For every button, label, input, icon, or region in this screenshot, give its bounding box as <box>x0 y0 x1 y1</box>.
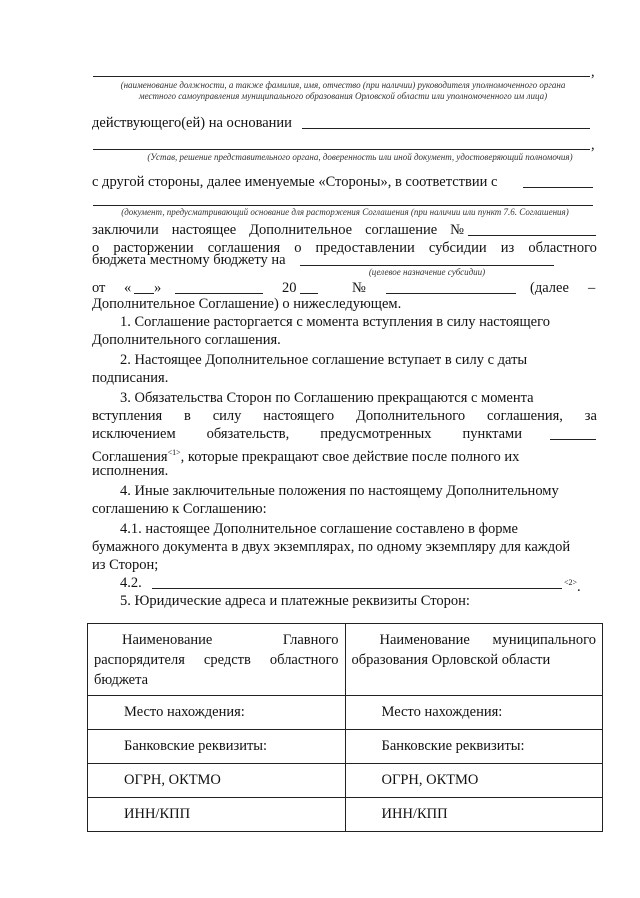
concluded-line: заключили настоящее Дополнительное соглашение № <box>92 222 464 238</box>
blank-line-basis-2 <box>93 149 590 150</box>
item-1-line-b: Дополнительного соглашения. <box>92 332 281 348</box>
item-4-line-a: 4. Иные заключительные положения по настоящему Дополнительному <box>120 483 559 499</box>
table-row <box>88 730 603 764</box>
table-cell: ИНН/КПП <box>345 798 603 832</box>
table-row <box>88 696 603 730</box>
quote-open: « <box>124 280 132 296</box>
item-4-2-label: 4.2. <box>120 575 142 591</box>
item-3-line-c: исключением обязательств, предусмотренных пунктами <box>92 426 522 442</box>
about-termination-line: о расторжении соглашения о предоставлении субсидии из областного <box>92 240 597 256</box>
table-cell-left-header: Наименование Главного распорядителя средств областного бюджета <box>88 624 346 696</box>
blank-line-4-2 <box>152 588 562 589</box>
table-row <box>88 624 603 696</box>
item-4-1-line-b: бумажного документа в двух экземплярах, по одному экземпляру для каждой <box>92 539 571 555</box>
blank-line-grounds-2 <box>93 205 593 206</box>
further-label: (далее <box>530 280 569 296</box>
blank-line-clauses <box>550 439 596 440</box>
blank-line-official <box>93 76 590 77</box>
item-2-line-a: 2. Настоящее Дополнительное соглашение вступает в силу с даты <box>120 352 528 368</box>
item-5: 5. Юридические адреса и платежные реквизиты Сторон: <box>120 593 470 609</box>
blank-line-purpose <box>300 265 554 266</box>
comma: , <box>591 137 595 153</box>
item-2-line-b: подписания. <box>92 370 169 386</box>
table-cell: Место нахождения: <box>345 696 603 730</box>
item-3-line-e: исполнения. <box>92 463 169 479</box>
acting-basis-label: действующего(ей) на основании <box>92 115 292 131</box>
blank-line-grounds <box>523 187 593 188</box>
blank-line-number <box>386 293 516 294</box>
item-1-line-a: 1. Соглашение расторгается с момента вступления в силу настоящего <box>120 314 550 330</box>
year-prefix: 20 <box>282 280 297 296</box>
table-cell: ИНН/КПП <box>88 798 346 832</box>
item-4-2-end: $^{<2>}$. <box>564 578 581 595</box>
quote-close: » <box>154 280 162 296</box>
requisites-table <box>87 623 603 832</box>
item-4-line-b: соглашению к Соглашению: <box>92 501 267 517</box>
table-cell: ОГРН, ОКТМО <box>88 764 346 798</box>
blank-line-basis <box>302 128 590 129</box>
note-termination-grounds: (документ, предусматривающий основание для расторжения Соглашения (при наличии или пункт 7.6. Соглашения) <box>121 207 569 217</box>
item-3-line-d: Соглашения$^{<1>}$, которые прекращают свое действие после полного их <box>92 448 520 465</box>
table-row <box>88 798 603 832</box>
table-cell: Банковские реквизиты: <box>345 730 603 764</box>
comma: , <box>591 64 595 80</box>
from-label: от <box>92 280 106 296</box>
item-4-1-line-c: из Сторон; <box>92 557 159 573</box>
item-4-1-line-a: 4.1. настоящее Дополнительное соглашение составлено в форме <box>120 521 518 537</box>
blank-line-agreement-number <box>468 235 596 236</box>
note-subsidy-purpose: (целевое назначение субсидии) <box>368 267 486 277</box>
table-row <box>88 764 603 798</box>
note-authority-document: (Устав, решение представительного органа, доверенность или иной документ, удостоверяющий полномочия) <box>147 152 573 162</box>
addl-agreement-line: Дополнительное Соглашение) о нижеследующем. <box>92 296 402 312</box>
table-cell: Место нахождения: <box>88 696 346 730</box>
item-3-line-a: 3. Обязательства Сторон по Соглашению прекращаются с момента <box>120 390 534 406</box>
number-sign: № <box>352 280 366 296</box>
table-cell: Банковские реквизиты: <box>88 730 346 764</box>
table-cell-right-header: Наименование муниципального образования Орловской области <box>345 624 603 696</box>
other-side-text: с другой стороны, далее именуемые «Стороны», в соответствии с <box>92 174 498 190</box>
note-official: (наименование должности, а также фамилия, имя, отчество (при наличии) руководителя уполномоченного органа местного самоуправления муниципального образования Орловской области или уполномоченного им лица) <box>120 80 566 101</box>
dash: – <box>588 280 596 296</box>
budget-line: бюджета местному бюджету на <box>92 252 286 268</box>
table-cell: ОГРН, ОКТМО <box>345 764 603 798</box>
item-3-line-b: вступления в силу настоящего Дополнительного соглашения, за <box>92 408 597 424</box>
